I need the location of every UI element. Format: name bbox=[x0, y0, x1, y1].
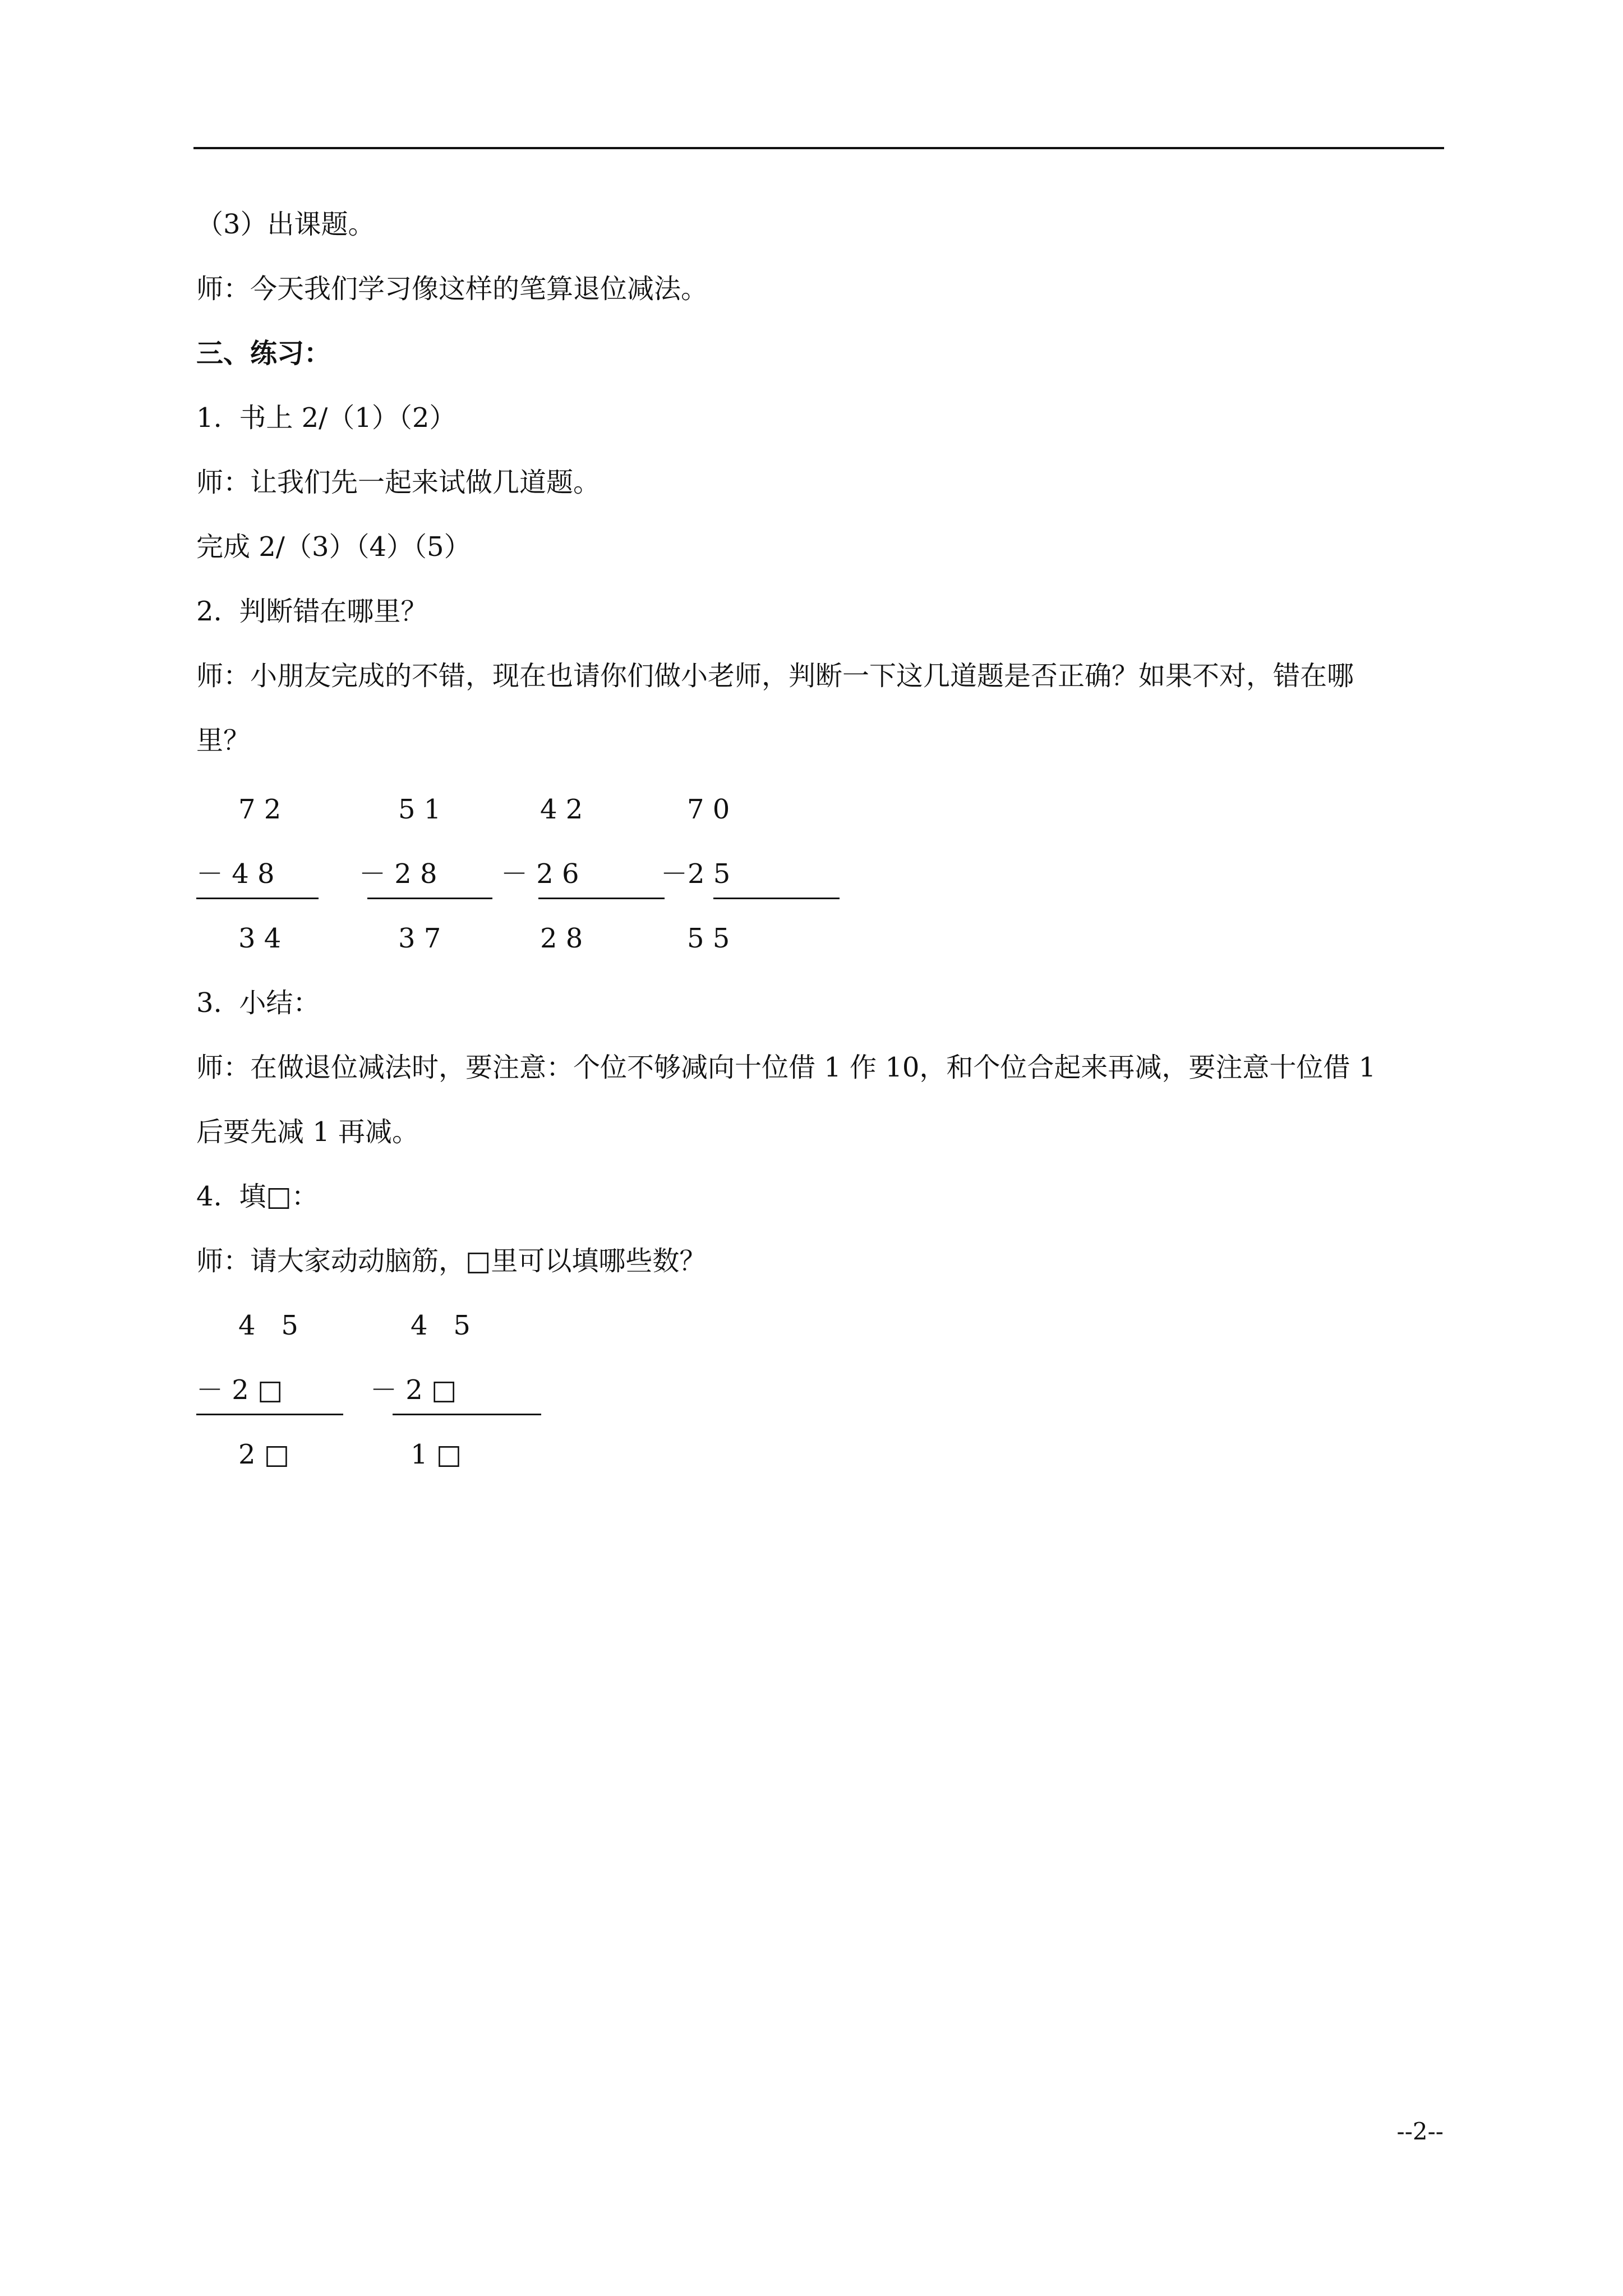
teacher-line-cont: 里？ bbox=[196, 725, 251, 756]
problem-rule bbox=[196, 1414, 343, 1415]
header-rule bbox=[193, 147, 1444, 149]
item-3: 3. 小结： bbox=[196, 987, 320, 1019]
problem-minus: － 2 □ bbox=[196, 1374, 283, 1406]
item-1: 1. 书上 2/（1）（2） bbox=[196, 402, 457, 434]
problem-rule bbox=[196, 898, 319, 899]
item-1-complete: 完成 2/（3）（4）（5） bbox=[196, 531, 471, 563]
item-4: 4. 填□： bbox=[196, 1181, 319, 1212]
problem-result: 2 □ bbox=[238, 1439, 290, 1470]
problem-minus: － 2 □ bbox=[370, 1374, 457, 1406]
problem-top: 7 2 bbox=[238, 794, 282, 825]
problem-rule bbox=[713, 898, 840, 899]
teacher-line-cont: 后要先减 1 再减。 bbox=[196, 1116, 419, 1148]
problem-top: 7 0 bbox=[687, 794, 730, 825]
problem-result: 5 5 bbox=[687, 923, 730, 954]
item-2: 2. 判断错在哪里？ bbox=[196, 596, 428, 627]
teacher-line: 师：小朋友完成的不错，现在也请你们做小老师，判断一下这几道题是否正确？如果不对，错在哪 bbox=[196, 660, 1354, 692]
subsection-title: （3）出课题。 bbox=[196, 209, 375, 240]
problem-rule bbox=[538, 898, 665, 899]
problem-rule bbox=[393, 1414, 541, 1415]
teacher-line: 师：让我们先一起来试做几道题。 bbox=[196, 467, 601, 498]
problem-minus: －2 5 bbox=[661, 858, 731, 890]
teacher-line: 师：在做退位减法时，要注意：个位不够减向十位借 1 作 10，和个位合起来再减，要注意十位借 1 bbox=[196, 1052, 1376, 1083]
problem-top: 4 2 bbox=[540, 794, 583, 825]
section-heading-practice: 三、练习： bbox=[196, 338, 331, 369]
problem-result: 3 7 bbox=[398, 923, 441, 954]
problem-result: 3 4 bbox=[238, 923, 282, 954]
teacher-line: 师：今天我们学习像这样的笔算退位减法。 bbox=[196, 273, 708, 305]
page-number: --2-- bbox=[1396, 2118, 1444, 2145]
problem-minus: － 4 8 bbox=[196, 858, 275, 890]
problem-minus: － 2 6 bbox=[501, 858, 579, 890]
problem-result: 1 □ bbox=[411, 1439, 462, 1470]
problem-minus: － 2 8 bbox=[359, 858, 437, 890]
problem-rule bbox=[367, 898, 492, 899]
problem-top: 4 5 bbox=[238, 1310, 298, 1341]
teacher-line: 师：请大家动动脑筋，□里可以填哪些数？ bbox=[196, 1245, 707, 1277]
problem-result: 2 8 bbox=[540, 923, 583, 954]
problem-top: 5 1 bbox=[398, 794, 441, 825]
problem-top: 4 5 bbox=[411, 1310, 471, 1341]
